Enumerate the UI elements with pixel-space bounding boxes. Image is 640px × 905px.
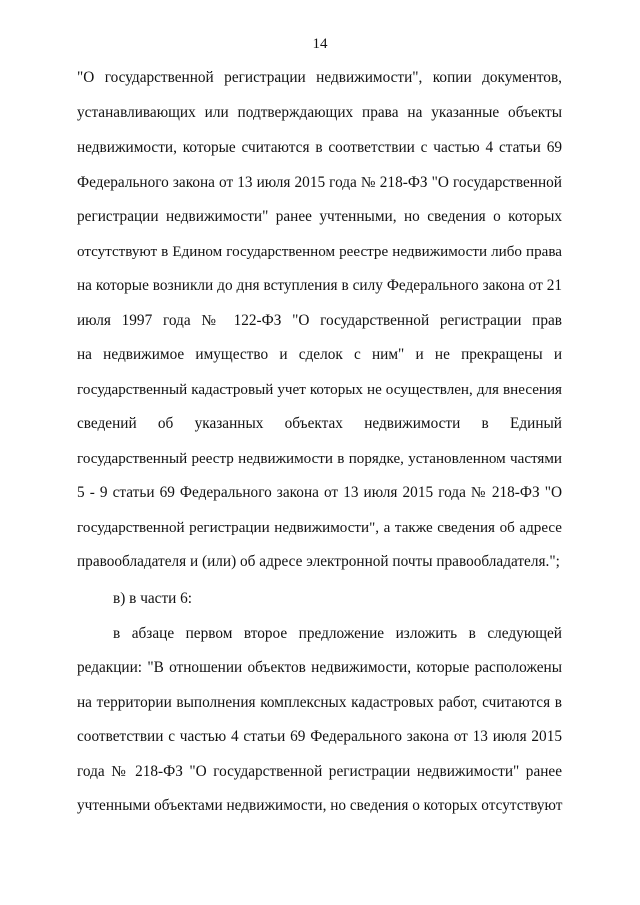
text-line: государственный реестр недвижимости в порядке, установленном частями (77, 451, 562, 467)
paragraph-first-line: в абзаце первом второе предложение изложить в следующей (113, 625, 562, 642)
text-line: редакции: "В отношении объектов недвижимости, которые расположены (77, 659, 562, 676)
text-line: отсутствуют в Едином государственном реестре недвижимости либо права (77, 244, 562, 260)
text-line: на недвижимое имущество и сделок с ним" и не прекращены и (77, 346, 562, 363)
text-line: 5 - 9 статьи 69 Федерального закона от 13 июля 2015 года № 218-ФЗ "О (77, 484, 562, 501)
text-line: "О государственной регистрации недвижимости", копии документов, (77, 69, 562, 86)
text-line: соответствии с частью 4 статьи 69 Федерального закона от 13 июля 2015 (77, 728, 562, 745)
text-line: государственный кадастровый учет которых не осуществлен, для внесения (77, 382, 562, 398)
text-line: правообладателя и (или) об адресе электронной почты правообладателя."; (77, 553, 560, 570)
text-line: сведений об указанных объектах недвижимости в Единый (77, 415, 562, 432)
text-line: регистрации недвижимости" ранее учтенными, но сведения о которых (77, 208, 562, 225)
text-line: на которые возникли до дня вступления в силу Федерального закона от 21 (77, 277, 562, 294)
text-line: учтенными объектами недвижимости, но сведения о которых отсутствуют (77, 797, 563, 814)
page-number: 14 (312, 36, 328, 52)
text-line: недвижимости, которые считаются в соответствии с частью 4 статьи 69 (77, 139, 562, 156)
text-line: года № 218-ФЗ "О государственной регистрации недвижимости" ранее (77, 763, 562, 780)
text-line: государственной регистрации недвижимости", а также сведения об адресе (77, 520, 562, 536)
list-item-heading: в) в части 6: (113, 590, 193, 607)
text-line: Федерального закона от 13 июля 2015 года № 218-ФЗ "О государственной (77, 174, 562, 191)
text-line: июля 1997 года № 122-ФЗ "О государственной регистрации прав (77, 312, 562, 329)
text-line: устанавливающих или подтверждающих права на указанные объекты (77, 104, 562, 121)
text-line: на территории выполнения комплексных кадастровых работ, считаются в (77, 694, 562, 711)
